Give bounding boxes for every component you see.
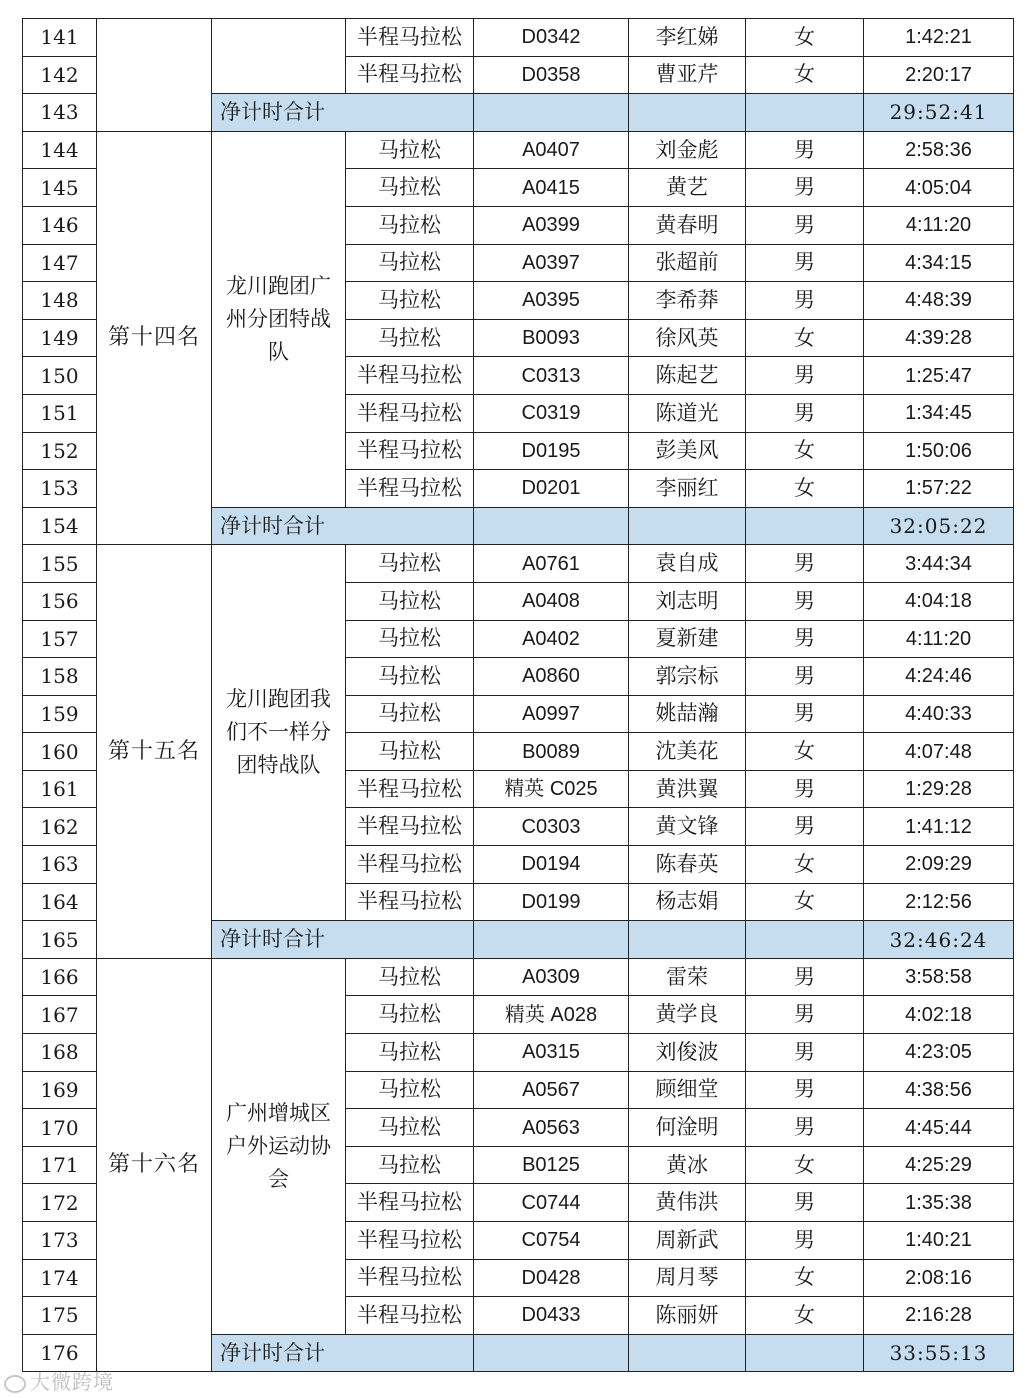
event-cell: 半程马拉松 <box>346 770 474 808</box>
gender-cell: 男 <box>746 582 864 620</box>
bib-cell: D0195 <box>474 432 629 470</box>
runner-name-cell: 徐风英 <box>629 319 746 357</box>
gender-cell: 女 <box>746 846 864 884</box>
row-number: 166 <box>23 958 97 996</box>
row-number: 172 <box>23 1184 97 1222</box>
watermark-text: 大微跨境 <box>30 1370 114 1394</box>
runner-name-cell: 黄艺 <box>629 169 746 207</box>
finish-time-cell: 4:48:39 <box>864 282 1014 320</box>
gender-cell: 男 <box>746 1222 864 1260</box>
team-name-line: 团特战队 <box>236 753 321 778</box>
bib-cell: C0754 <box>474 1222 629 1260</box>
gender-cell: 女 <box>746 19 864 57</box>
subtotal-empty-cell <box>629 1334 746 1372</box>
row-number: 142 <box>23 56 97 94</box>
event-cell: 半程马拉松 <box>346 1259 474 1297</box>
team-name-cell <box>212 958 346 1334</box>
team-name-cell <box>212 545 346 921</box>
event-cell: 半程马拉松 <box>346 808 474 846</box>
team-name-line: 会 <box>268 1166 289 1191</box>
finish-time-cell: 3:44:34 <box>864 545 1014 583</box>
event-cell: 半程马拉松 <box>346 1184 474 1222</box>
event-cell: 半程马拉松 <box>346 394 474 432</box>
gender-cell: 女 <box>746 319 864 357</box>
table-row <box>23 19 1014 57</box>
gender-cell: 女 <box>746 470 864 508</box>
row-number: 146 <box>23 206 97 244</box>
bib-cell: A0997 <box>474 695 629 733</box>
subtotal-empty-cell <box>474 507 629 545</box>
team-name-line: 户外运动协 <box>226 1133 331 1158</box>
runner-name-cell: 姚喆瀚 <box>629 695 746 733</box>
gender-cell: 男 <box>746 545 864 583</box>
subtotal-empty-cell <box>629 94 746 132</box>
results-table-body <box>23 19 1014 1372</box>
event-cell: 马拉松 <box>346 169 474 207</box>
event-cell: 马拉松 <box>346 695 474 733</box>
finish-time-cell: 1:35:38 <box>864 1184 1014 1222</box>
gender-cell: 男 <box>746 996 864 1034</box>
event-cell: 半程马拉松 <box>346 1297 474 1335</box>
finish-time-cell: 4:11:20 <box>864 620 1014 658</box>
bib-cell: C0303 <box>474 808 629 846</box>
event-cell: 马拉松 <box>346 958 474 996</box>
gender-cell: 男 <box>746 808 864 846</box>
runner-name-cell: 黄文锋 <box>629 808 746 846</box>
row-number: 145 <box>23 169 97 207</box>
event-cell: 马拉松 <box>346 244 474 282</box>
subtotal-time: 29:52:41 <box>864 94 1014 132</box>
runner-name-cell: 周月琴 <box>629 1259 746 1297</box>
event-cell: 马拉松 <box>346 996 474 1034</box>
event-cell: 半程马拉松 <box>346 883 474 921</box>
finish-time-cell: 4:07:48 <box>864 733 1014 771</box>
runner-name-cell: 黄春明 <box>629 206 746 244</box>
gender-cell: 女 <box>746 1259 864 1297</box>
row-number: 161 <box>23 770 97 808</box>
finish-time-cell: 4:40:33 <box>864 695 1014 733</box>
event-cell: 马拉松 <box>346 733 474 771</box>
event-cell: 半程马拉松 <box>346 846 474 884</box>
team-name-line: 队 <box>268 339 289 364</box>
team-name-line: 州分团特战 <box>226 306 331 331</box>
row-number: 176 <box>23 1334 97 1372</box>
bib-cell: A0567 <box>474 1071 629 1109</box>
rank-cell: 第十四名 <box>97 131 212 545</box>
gender-cell: 男 <box>746 695 864 733</box>
bib-cell: C0744 <box>474 1184 629 1222</box>
bib-cell: D0358 <box>474 56 629 94</box>
table-row <box>23 545 1014 583</box>
event-cell: 马拉松 <box>346 545 474 583</box>
runner-name-cell: 沈美花 <box>629 733 746 771</box>
finish-time-cell: 4:25:29 <box>864 1146 1014 1184</box>
table-row <box>23 958 1014 996</box>
subtotal-label: 净计时合计 <box>212 94 474 132</box>
bib-cell: A0397 <box>474 244 629 282</box>
team-name-line: 龙川跑团我 <box>226 687 331 712</box>
subtotal-time: 33:55:13 <box>864 1334 1014 1372</box>
subtotal-empty-cell <box>474 921 629 959</box>
bib-cell: D0342 <box>474 19 629 57</box>
subtotal-label: 净计时合计 <box>212 507 474 545</box>
event-cell: 半程马拉松 <box>346 432 474 470</box>
finish-time-cell: 2:20:17 <box>864 56 1014 94</box>
bib-cell: C0313 <box>474 357 629 395</box>
row-number: 173 <box>23 1222 97 1260</box>
runner-name-cell: 袁自成 <box>629 545 746 583</box>
team-name-cell <box>212 131 346 507</box>
gender-cell: 男 <box>746 206 864 244</box>
subtotal-empty-cell <box>629 921 746 959</box>
row-number: 164 <box>23 883 97 921</box>
finish-time-cell: 1:50:06 <box>864 432 1014 470</box>
bib-cell: A0399 <box>474 206 629 244</box>
gender-cell: 女 <box>746 733 864 771</box>
runner-name-cell: 陈道光 <box>629 394 746 432</box>
finish-time-cell: 2:58:36 <box>864 131 1014 169</box>
runner-name-cell: 李丽红 <box>629 470 746 508</box>
row-number: 150 <box>23 357 97 395</box>
event-cell: 马拉松 <box>346 319 474 357</box>
bib-cell: B0125 <box>474 1146 629 1184</box>
bib-cell: A0402 <box>474 620 629 658</box>
bib-cell: A0761 <box>474 545 629 583</box>
gender-cell: 男 <box>746 357 864 395</box>
row-number: 143 <box>23 94 97 132</box>
runner-name-cell: 彭美风 <box>629 432 746 470</box>
finish-time-cell: 4:45:44 <box>864 1109 1014 1147</box>
table-row <box>23 131 1014 169</box>
bib-cell: A0395 <box>474 282 629 320</box>
row-number: 168 <box>23 1034 97 1072</box>
event-cell: 马拉松 <box>346 658 474 696</box>
row-number: 174 <box>23 1259 97 1297</box>
gender-cell: 女 <box>746 1297 864 1335</box>
event-cell: 马拉松 <box>346 620 474 658</box>
gender-cell: 男 <box>746 169 864 207</box>
runner-name-cell: 李希莽 <box>629 282 746 320</box>
gender-cell: 男 <box>746 1034 864 1072</box>
gender-cell: 男 <box>746 131 864 169</box>
event-cell: 半程马拉松 <box>346 1222 474 1260</box>
subtotal-time: 32:05:22 <box>864 507 1014 545</box>
bib-cell: A0407 <box>474 131 629 169</box>
subtotal-empty-cell <box>474 1334 629 1372</box>
rank-cell: 第十五名 <box>97 545 212 959</box>
bib-cell: B0089 <box>474 733 629 771</box>
runner-name-cell: 黄伟洪 <box>629 1184 746 1222</box>
gender-cell: 男 <box>746 1184 864 1222</box>
subtotal-empty-cell <box>629 507 746 545</box>
team-name-line: 龙川跑团广 <box>226 273 331 298</box>
row-number: 175 <box>23 1297 97 1335</box>
event-cell: 马拉松 <box>346 206 474 244</box>
finish-time-cell: 4:11:20 <box>864 206 1014 244</box>
finish-time-cell: 1:42:21 <box>864 19 1014 57</box>
bib-cell: C0319 <box>474 394 629 432</box>
runner-name-cell: 顾细堂 <box>629 1071 746 1109</box>
gender-cell: 男 <box>746 658 864 696</box>
bib-cell: A0860 <box>474 658 629 696</box>
finish-time-cell: 2:16:28 <box>864 1297 1014 1335</box>
row-number: 167 <box>23 996 97 1034</box>
subtotal-empty-cell <box>746 1334 864 1372</box>
row-number: 171 <box>23 1146 97 1184</box>
row-number: 155 <box>23 545 97 583</box>
finish-time-cell: 1:29:28 <box>864 770 1014 808</box>
event-cell: 马拉松 <box>346 131 474 169</box>
bib-cell: 精英 A028 <box>474 996 629 1034</box>
event-cell: 半程马拉松 <box>346 470 474 508</box>
bib-cell: D0199 <box>474 883 629 921</box>
event-cell: 马拉松 <box>346 1146 474 1184</box>
finish-time-cell: 1:25:47 <box>864 357 1014 395</box>
runner-name-cell: 陈春英 <box>629 846 746 884</box>
watermark <box>4 1366 114 1395</box>
runner-name-cell: 黄学良 <box>629 996 746 1034</box>
event-cell: 半程马拉松 <box>346 19 474 57</box>
runner-name-cell: 夏新建 <box>629 620 746 658</box>
gender-cell: 男 <box>746 244 864 282</box>
runner-name-cell: 何淦明 <box>629 1109 746 1147</box>
row-number: 149 <box>23 319 97 357</box>
row-number: 156 <box>23 582 97 620</box>
row-number: 158 <box>23 658 97 696</box>
gender-cell: 男 <box>746 282 864 320</box>
event-cell: 马拉松 <box>346 282 474 320</box>
event-cell: 半程马拉松 <box>346 357 474 395</box>
runner-name-cell: 雷荣 <box>629 958 746 996</box>
event-cell: 马拉松 <box>346 1109 474 1147</box>
event-cell: 马拉松 <box>346 582 474 620</box>
gender-cell: 男 <box>746 1071 864 1109</box>
subtotal-empty-cell <box>474 94 629 132</box>
runner-name-cell: 刘金彪 <box>629 131 746 169</box>
gender-cell: 女 <box>746 1146 864 1184</box>
row-number: 144 <box>23 131 97 169</box>
runner-name-cell: 刘志明 <box>629 582 746 620</box>
bib-cell: A0309 <box>474 958 629 996</box>
finish-time-cell: 2:09:29 <box>864 846 1014 884</box>
bib-cell: D0201 <box>474 470 629 508</box>
row-number: 165 <box>23 921 97 959</box>
event-cell: 马拉松 <box>346 1071 474 1109</box>
gender-cell: 男 <box>746 1109 864 1147</box>
row-number: 163 <box>23 846 97 884</box>
bib-cell: D0428 <box>474 1259 629 1297</box>
bib-cell: A0408 <box>474 582 629 620</box>
row-number: 170 <box>23 1109 97 1147</box>
row-number: 169 <box>23 1071 97 1109</box>
row-number: 160 <box>23 733 97 771</box>
runner-name-cell: 张超前 <box>629 244 746 282</box>
gender-cell: 男 <box>746 620 864 658</box>
bib-cell: A0563 <box>474 1109 629 1147</box>
subtotal-label: 净计时合计 <box>212 1334 474 1372</box>
finish-time-cell: 1:34:45 <box>864 394 1014 432</box>
row-number: 147 <box>23 244 97 282</box>
bib-cell: D0194 <box>474 846 629 884</box>
bib-cell: A0315 <box>474 1034 629 1072</box>
row-number: 154 <box>23 507 97 545</box>
runner-name-cell: 曹亚芹 <box>629 56 746 94</box>
row-number: 151 <box>23 394 97 432</box>
runner-name-cell: 陈起艺 <box>629 357 746 395</box>
rank-cell: 第十六名 <box>97 958 212 1372</box>
runner-name-cell: 周新武 <box>629 1222 746 1260</box>
row-number: 159 <box>23 695 97 733</box>
finish-time-cell: 4:34:15 <box>864 244 1014 282</box>
gender-cell: 男 <box>746 958 864 996</box>
row-number: 153 <box>23 470 97 508</box>
subtotal-empty-cell <box>746 94 864 132</box>
finish-time-cell: 1:41:12 <box>864 808 1014 846</box>
finish-time-cell: 1:57:22 <box>864 470 1014 508</box>
runner-name-cell: 杨志娟 <box>629 883 746 921</box>
subtotal-time: 32:46:24 <box>864 921 1014 959</box>
team-name-cell <box>212 19 346 94</box>
gender-cell: 女 <box>746 883 864 921</box>
results-table <box>22 18 1014 1372</box>
row-number: 152 <box>23 432 97 470</box>
row-number: 141 <box>23 19 97 57</box>
gender-cell: 女 <box>746 432 864 470</box>
finish-time-cell: 4:38:56 <box>864 1071 1014 1109</box>
finish-time-cell: 3:58:58 <box>864 958 1014 996</box>
runner-name-cell: 黄洪翼 <box>629 770 746 808</box>
finish-time-cell: 4:02:18 <box>864 996 1014 1034</box>
gender-cell: 男 <box>746 770 864 808</box>
row-number: 162 <box>23 808 97 846</box>
finish-time-cell: 4:24:46 <box>864 658 1014 696</box>
team-name-line: 广州增城区 <box>226 1100 331 1125</box>
runner-name-cell: 李红娣 <box>629 19 746 57</box>
finish-time-cell: 2:12:56 <box>864 883 1014 921</box>
runner-name-cell: 陈丽妍 <box>629 1297 746 1335</box>
gender-cell: 男 <box>746 394 864 432</box>
runner-name-cell: 黄冰 <box>629 1146 746 1184</box>
row-number: 157 <box>23 620 97 658</box>
subtotal-label: 净计时合计 <box>212 921 474 959</box>
rank-cell <box>97 19 212 132</box>
subtotal-empty-cell <box>746 921 864 959</box>
bib-cell: A0415 <box>474 169 629 207</box>
runner-name-cell: 郭宗标 <box>629 658 746 696</box>
watermark-logo-icon <box>4 1375 26 1393</box>
runner-name-cell: 刘俊波 <box>629 1034 746 1072</box>
team-name-line: 们不一样分 <box>226 720 331 745</box>
finish-time-cell: 4:39:28 <box>864 319 1014 357</box>
row-number: 148 <box>23 282 97 320</box>
bib-cell: B0093 <box>474 319 629 357</box>
finish-time-cell: 4:04:18 <box>864 582 1014 620</box>
finish-time-cell: 4:05:04 <box>864 169 1014 207</box>
bib-cell: D0433 <box>474 1297 629 1335</box>
finish-time-cell: 1:40:21 <box>864 1222 1014 1260</box>
gender-cell: 女 <box>746 56 864 94</box>
event-cell: 马拉松 <box>346 1034 474 1072</box>
finish-time-cell: 4:23:05 <box>864 1034 1014 1072</box>
subtotal-empty-cell <box>746 507 864 545</box>
finish-time-cell: 2:08:16 <box>864 1259 1014 1297</box>
event-cell: 半程马拉松 <box>346 56 474 94</box>
bib-cell: 精英 C025 <box>474 770 629 808</box>
